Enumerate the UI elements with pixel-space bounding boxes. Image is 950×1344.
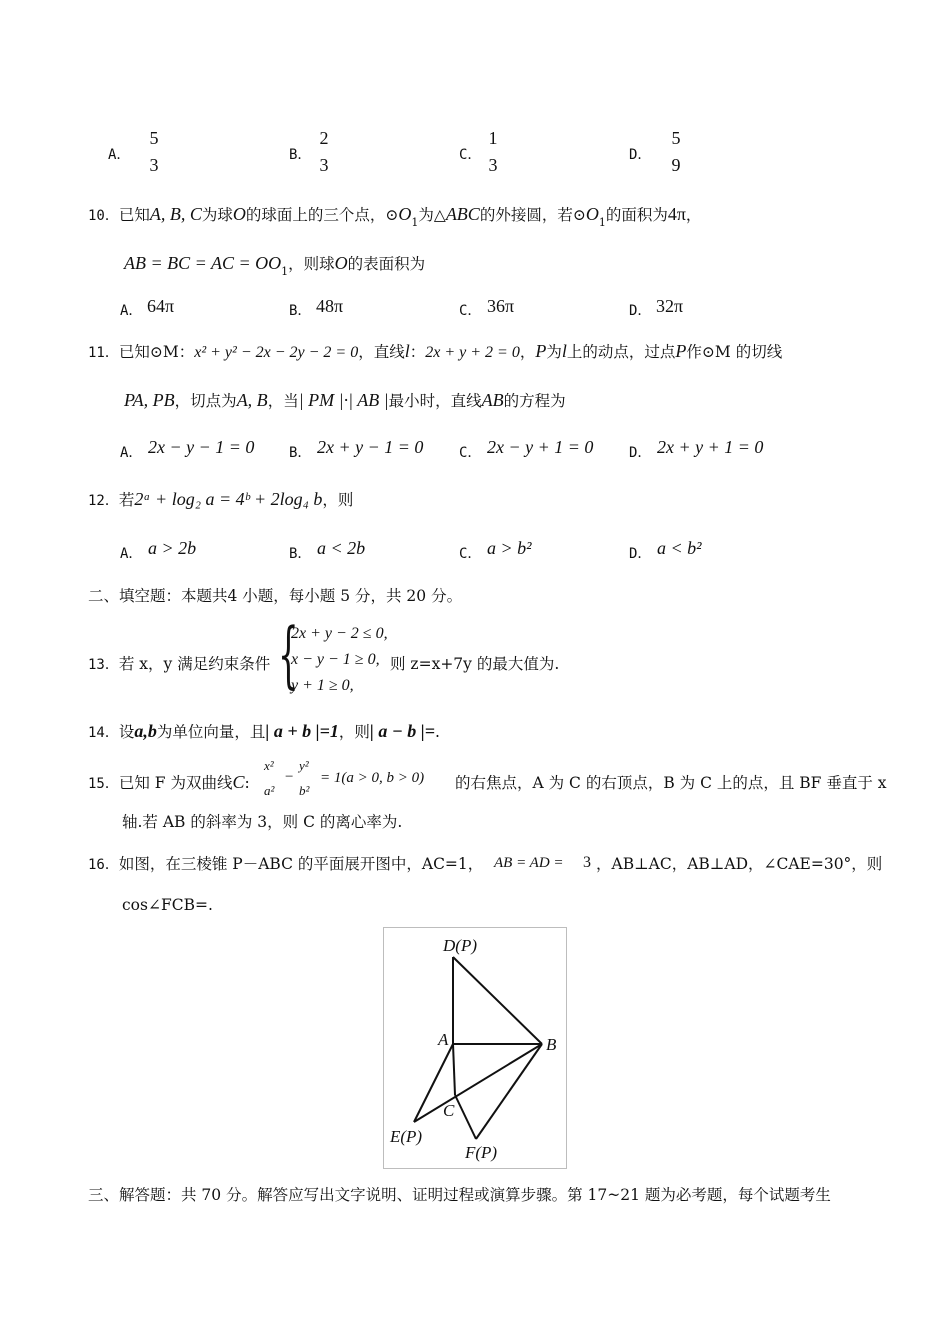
q11-text: 的方程为: [503, 392, 566, 410]
q9-option-d-den: 9: [671, 155, 681, 175]
q15-line2: 轴.若 AB 的斜率为 3，则 C 的离心率为.: [122, 813, 403, 831]
q11-option-b-label: B．: [289, 445, 312, 461]
q15-colon: :: [244, 774, 250, 792]
q16-math: AB = AD =: [494, 855, 564, 871]
q10-text: 为△: [418, 206, 446, 224]
q11-option-a: 2x − y − 1 = 0: [148, 437, 255, 457]
q13-brace: {: [278, 612, 299, 696]
q15-text-tail: 的右焦点，A 为 C 的右顶点，B 为 C 上的点，且 BF 垂直于 x: [455, 774, 887, 792]
q14-text: 设: [118, 723, 135, 741]
q10-math: O: [334, 253, 348, 273]
q14-math: a,b: [134, 721, 157, 741]
q13-constraint-1: 2x + y − 2 ≤ 0,: [291, 625, 388, 642]
q10-math: O: [232, 204, 246, 224]
q10-text: ，: [685, 206, 702, 224]
q12-text: ，则: [322, 491, 354, 509]
q12-equation: 2ᵃ + log₂ a = 4ᵇ + 2log₄ b: [134, 489, 323, 509]
q11-math: A, B: [236, 390, 268, 410]
q11-option-c-label: C．: [459, 445, 482, 461]
q10-text: 为球: [201, 206, 233, 224]
q10-option-b-label: B．: [289, 303, 312, 319]
q10-math: A, B, C: [149, 204, 202, 224]
q10-text: 已知: [118, 206, 150, 224]
q11-equation: 2x + y + 2 = 0: [425, 344, 520, 361]
q11-math: l: [561, 341, 567, 361]
q10-text: ，则球: [288, 255, 335, 273]
q11-math: P: [535, 341, 547, 361]
q10-math: AB = BC = AC = OO: [124, 253, 282, 273]
q11-text: 最小时，直线: [388, 392, 482, 410]
q11-math: AB: [481, 390, 504, 410]
q12-option-a-label: A．: [120, 546, 143, 562]
q10-option-c-label: C．: [459, 303, 482, 319]
section-2-heading: 二、填空题：本题共4 小题，每小题 5 分，共 20 分。: [88, 587, 463, 605]
q9-option-c-den: 3: [488, 155, 498, 175]
q11-text: ，当: [267, 392, 299, 410]
q15-math: C: [232, 772, 245, 792]
q10-sub: 1: [598, 216, 606, 229]
q9-option-a-den: 3: [149, 155, 159, 175]
q11-text: 作⊙M 的切线: [686, 343, 783, 361]
q15-number: 15．: [88, 776, 119, 792]
label-C: C: [443, 1101, 455, 1120]
q10-math: O: [398, 204, 412, 224]
q12-option-b: a < 2b: [317, 538, 366, 558]
q16-text-tail: ，AB⊥AC，AB⊥AD，∠CAE=30°，则: [596, 855, 883, 873]
q13-number: 13．: [88, 657, 119, 673]
q16-number: 16．: [88, 857, 119, 873]
q13-text: 若 x，y 满足约束条件: [118, 655, 271, 673]
q12-option-a: a > 2b: [148, 538, 197, 558]
q11-math: | PM |·| AB |: [298, 390, 389, 410]
q10-option-d: 32π: [656, 296, 684, 316]
label-B: B: [546, 1035, 557, 1054]
label-D: D(P): [443, 936, 477, 955]
edge-C-F: [455, 1095, 476, 1139]
q9-option-b-den: 3: [319, 155, 329, 175]
q10-option-d-label: D．: [629, 303, 652, 319]
q11-text: ，: [519, 343, 536, 361]
q15-frac-x-den: a²: [264, 783, 275, 798]
q11-text: 上的动点，过点: [566, 343, 676, 361]
q15-text: 已知 F 为双曲线: [118, 774, 233, 792]
q10-text: 的面积为: [605, 206, 668, 224]
q14-number: 14．: [88, 725, 119, 741]
q10-option-a: 64π: [147, 296, 175, 316]
q16-math-value: 3: [583, 854, 591, 871]
q11-option-b: 2x + y − 1 = 0: [317, 437, 424, 457]
section-3-heading: 三、解答题：共 70 分。解答应写出文字说明、证明过程或演算步骤。第 17~21 题为必考题，每个试题考生: [88, 1186, 831, 1204]
q14-math: | a + b |=1: [265, 721, 339, 741]
q15-frac-x-num: x²: [264, 758, 274, 773]
edge-F-B: [476, 1044, 542, 1139]
q12-option-d-label: D．: [629, 546, 652, 562]
q11-math: P: [675, 341, 687, 361]
q10-sub: 1: [411, 216, 419, 229]
q10-number: 10．: [88, 208, 119, 224]
q11-text: 已知⊙M：: [118, 343, 195, 361]
q14-text: .: [434, 723, 440, 741]
q10-math: O: [585, 204, 599, 224]
q9-option-b-num: 2: [319, 128, 329, 148]
q11-text: 为: [546, 343, 562, 361]
q12-number: 12．: [88, 493, 119, 509]
q11-option-a-label: A．: [120, 445, 143, 461]
q10-option-b: 48π: [316, 296, 344, 316]
q12-text: 若: [118, 491, 135, 509]
q11-text: ：: [409, 343, 426, 361]
q16-text: 如图，在三棱锥 P－ABC 的平面展开图中，AC=1，: [118, 855, 484, 873]
q9-option-c-num: 1: [488, 128, 498, 148]
label-E: E(P): [390, 1127, 423, 1146]
q10-option-a-label: A．: [120, 303, 143, 319]
q11-equation: x² + y² − 2x − 2y − 2 = 0: [194, 344, 359, 361]
q16-figure-lines: [414, 957, 542, 1139]
q12-option-c-label: C．: [459, 546, 482, 562]
q10-option-c: 36π: [487, 296, 515, 316]
edge-D-B: [453, 957, 542, 1044]
q11-math: PA, PB: [124, 390, 175, 410]
q11-math: l: [404, 341, 410, 361]
q9-option-b-label: B．: [289, 147, 312, 163]
q9-option-c-label: C．: [459, 147, 482, 163]
q10-text: 的球面上的三个点，⊙: [245, 206, 399, 224]
q13-constraint-2: x − y − 1 ≥ 0,: [291, 651, 380, 668]
q15-equation-tail: = 1(a > 0, b > 0): [320, 770, 425, 786]
q14-text: 为单位向量，且: [156, 723, 266, 741]
q11-text: ，切点为: [174, 392, 237, 410]
label-F: F(P): [465, 1143, 498, 1162]
q11-option-c: 2x − y + 1 = 0: [487, 437, 594, 457]
q15-frac-y-den: b²: [299, 783, 310, 798]
edge-A-C: [453, 1044, 455, 1095]
q12-option-c: a > b²: [487, 538, 532, 558]
q12-option-b-label: B．: [289, 546, 312, 562]
q11-text: ，直线: [358, 343, 405, 361]
label-A: A: [438, 1030, 449, 1049]
q14-text: ，则: [338, 723, 370, 741]
q12-option-d: a < b²: [657, 538, 702, 558]
q9-option-a-num: 5: [149, 128, 159, 148]
q15-minus: −: [285, 769, 294, 785]
q9-option-d-label: D．: [629, 147, 652, 163]
q16-line2: cos∠FCB=.: [122, 896, 213, 914]
q14-math: | a − b |=: [369, 721, 435, 741]
q15-frac-y-num: y²: [299, 758, 309, 773]
q11-option-d: 2x + y + 1 = 0: [657, 437, 764, 457]
q10-text: 的外接圆，若⊙: [479, 206, 586, 224]
q11-number: 11．: [88, 345, 119, 361]
q10-math: ABC: [445, 204, 480, 224]
q13-text-tail: 则 z=x+7y 的最大值为.: [390, 655, 560, 673]
q11-option-d-label: D．: [629, 445, 652, 461]
q9-option-a-label: A．: [108, 147, 131, 163]
q10-sub: 1: [281, 265, 289, 278]
q10-math: 4π: [667, 204, 686, 224]
q13-constraint-3: y + 1 ≥ 0,: [291, 677, 354, 694]
q9-option-d-num: 5: [671, 128, 681, 148]
q10-text: 的表面积为: [347, 255, 426, 273]
